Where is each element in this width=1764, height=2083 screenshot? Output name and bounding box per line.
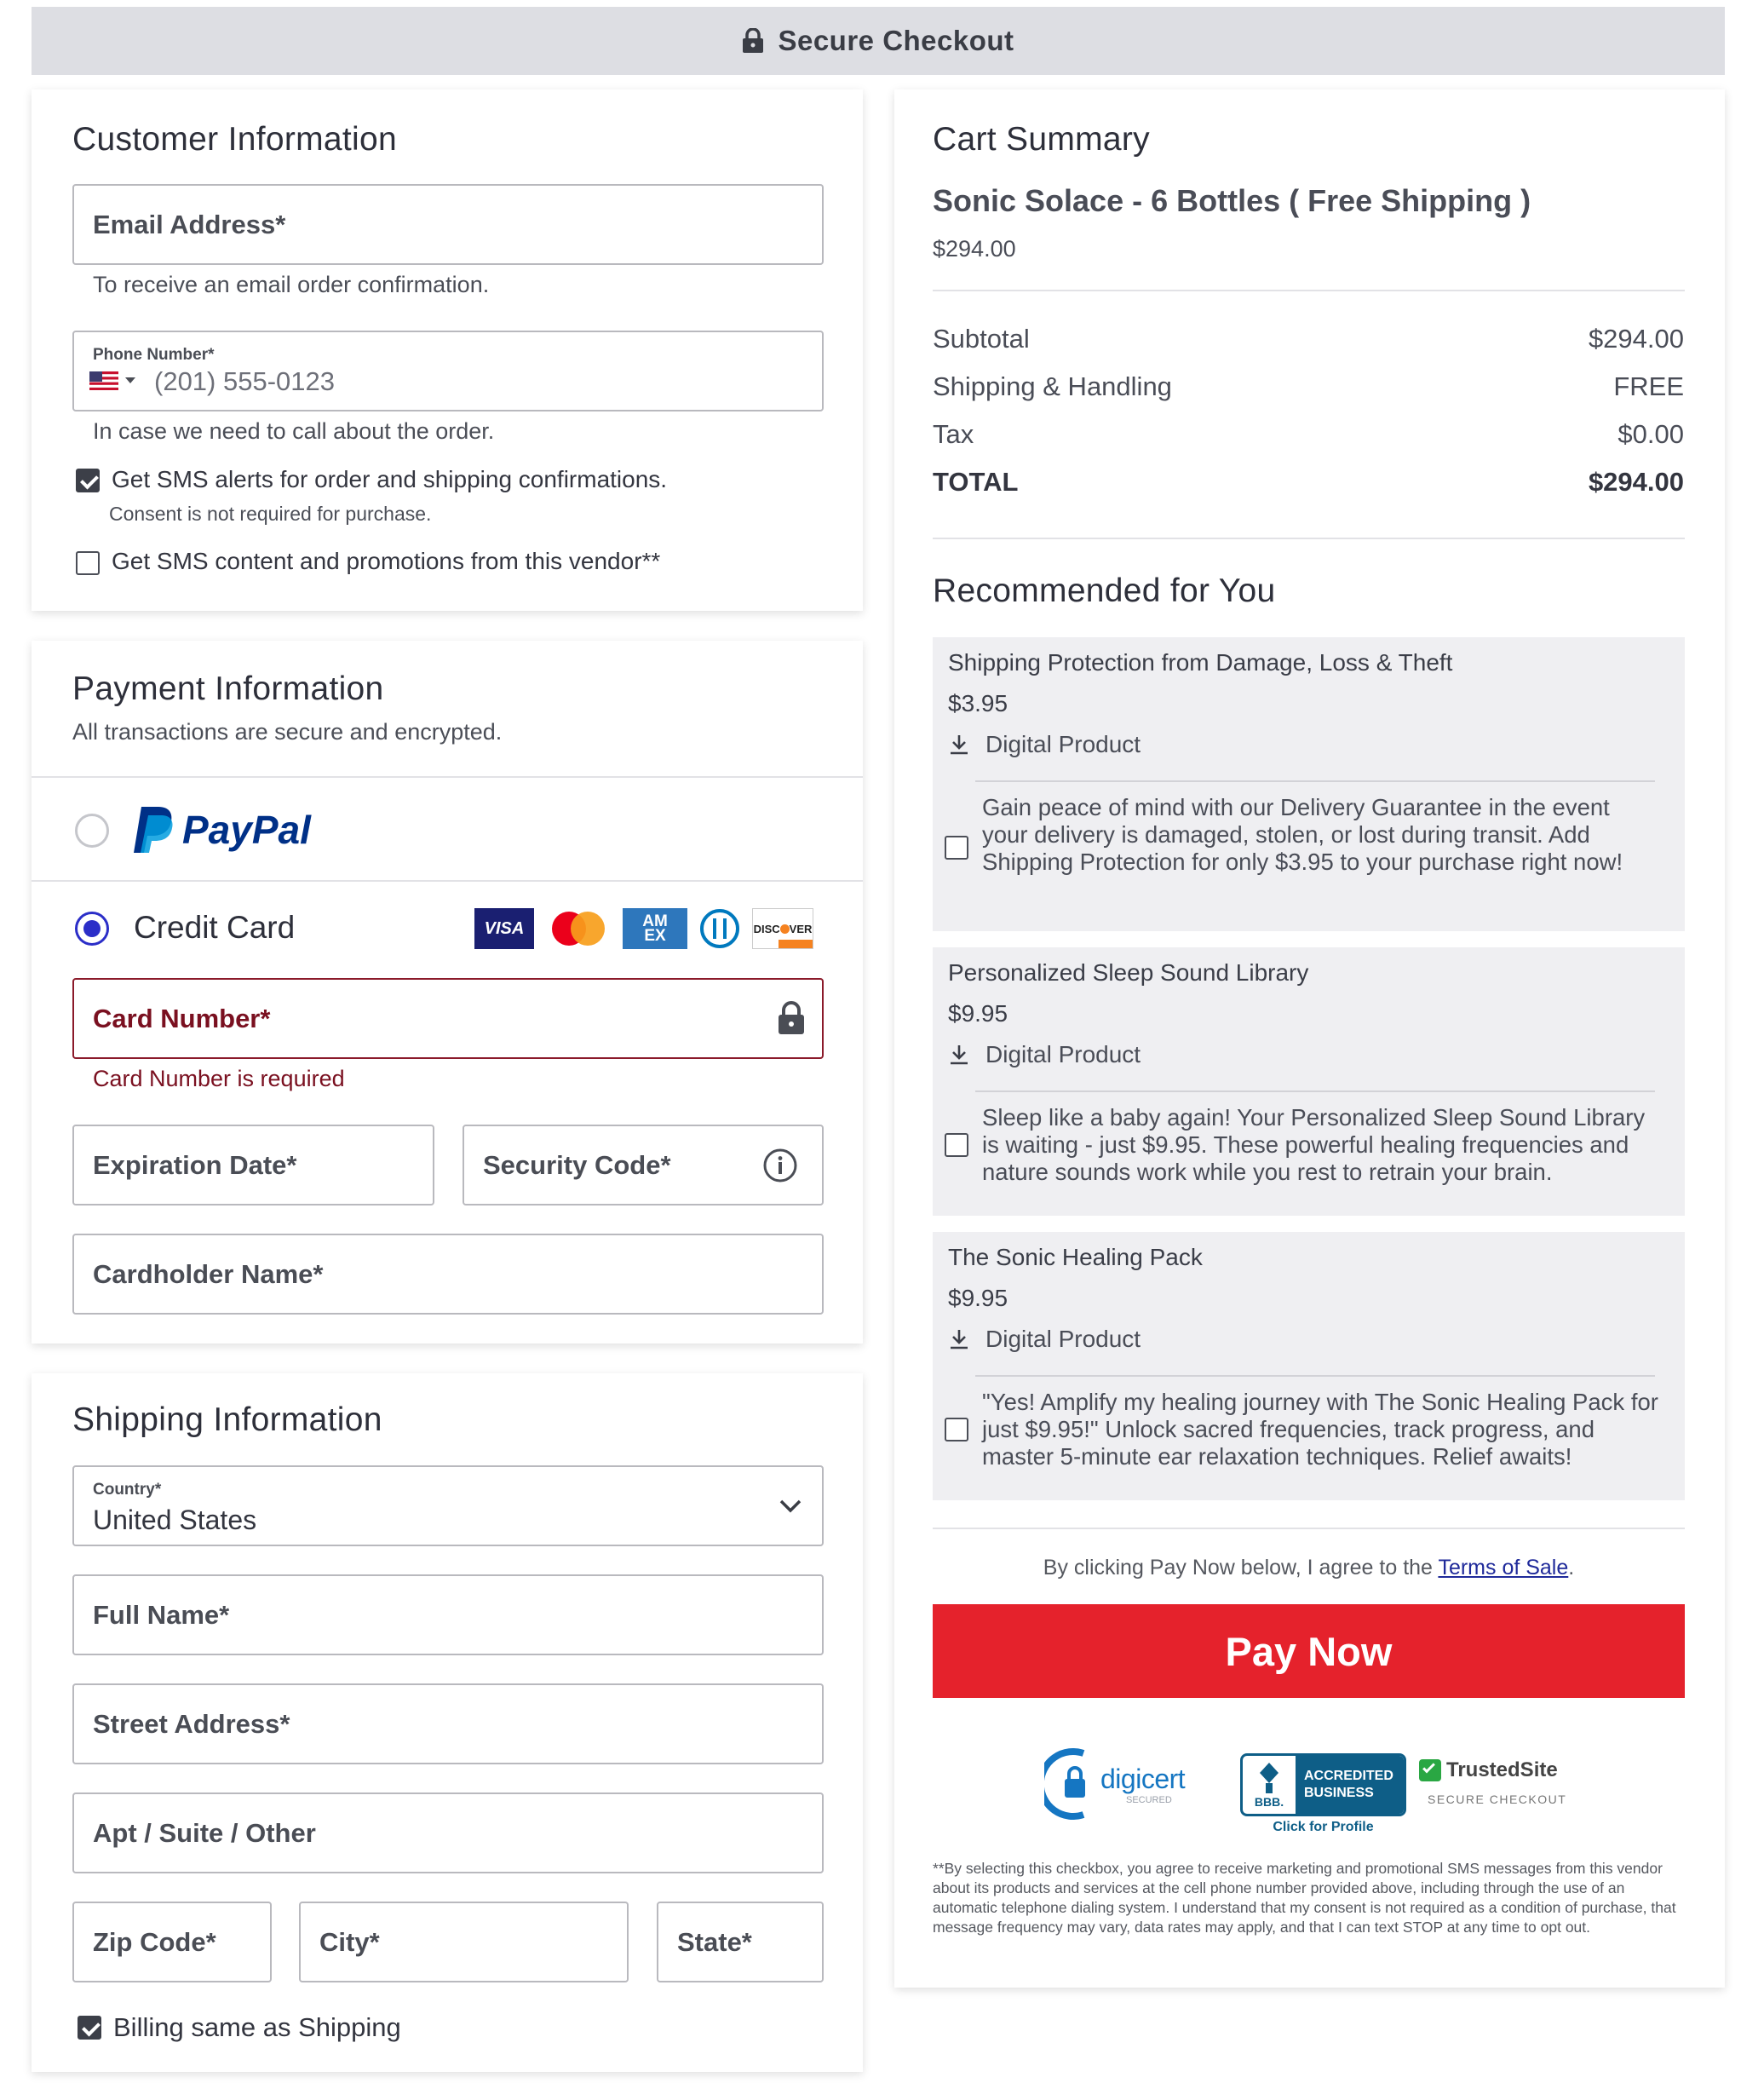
recommended-item [933,637,1685,931]
terms-text [933,1556,1685,1580]
cardholder-name-field[interactable] [72,1234,824,1315]
recommended-item-divider [975,1090,1655,1092]
email-hint: To receive an email order confirmation. [93,272,490,297]
paypal-wordmark: PayPal [182,808,311,852]
shipping-label: Shipping & Handling [933,371,1172,401]
country-flag-dropdown[interactable] [89,371,135,390]
recommended-item-price: $9.95 [948,1285,1008,1311]
download-icon [948,1044,970,1066]
recommended-item-checkbox[interactable] [945,1133,968,1157]
paypal-radio[interactable] [75,814,109,848]
apt-suite-field[interactable] [72,1792,824,1873]
zip-code-label: Zip Code* [93,1926,216,1957]
sms-promos-checkbox[interactable] [76,551,100,575]
full-name-label: Full Name* [93,1599,230,1630]
recommended-item-description: Gain peace of mind with our Delivery Guarantee in the event your delivery is damaged, stolen, or lost during transit. Add Shipping Protection for only $3.95 to your purchase right now! [982,794,1623,875]
pay-now-button[interactable]: Pay Now [933,1604,1685,1698]
credit-card-label[interactable]: Credit Card [134,910,296,945]
payment-heading: Payment Information [72,670,384,707]
us-flag-icon [89,371,118,390]
apt-suite-label: Apt / Suite / Other [93,1817,316,1848]
state-field[interactable] [657,1902,824,1982]
tax-value: $0.00 [1617,419,1684,449]
recommended-item-description: "Yes! Amplify my healing journey with The Sonic Healing Pack for just $9.95!" Unlock sacred frequencies, track progress, and master 5-minute ear relaxation techniques. Relief awaits! [982,1389,1658,1470]
shipping-value: FREE [1613,371,1684,401]
recommended-item-checkbox[interactable] [945,1418,968,1441]
expiration-date-field[interactable] [72,1125,434,1205]
recommended-item-price: $3.95 [948,690,1008,716]
trustedsite-badge[interactable] [1419,1753,1574,1815]
bbb-accredited-label: ACCREDITED [1304,1769,1393,1783]
discover-icon: DISC VER [752,908,813,949]
card-number-field[interactable] [72,978,824,1059]
recommended-item-type-label: Digital Product [985,1326,1141,1352]
sms-alerts-label: Get SMS alerts for order and shipping confirmations. [112,466,668,492]
total-label: TOTAL [933,467,1019,497]
recommended-item-name: Shipping Protection from Damage, Loss & Theft [948,649,1453,676]
recommended-item-divider [975,780,1655,782]
billing-same-label: Billing same as Shipping [113,2012,401,2042]
trustedsite-check-icon [1419,1759,1441,1781]
mastercard-icon [546,908,611,949]
bbb-caption: Click for Profile [1273,1820,1374,1834]
lock-icon [742,28,764,54]
product-price: $294.00 [933,236,1016,262]
sms-promos-label: Get SMS content and promotions from this vendor** [112,548,661,574]
digicert-badge[interactable] [1044,1748,1227,1820]
subtotal-label: Subtotal [933,324,1030,354]
subtotal-value: $294.00 [1588,324,1684,354]
cardholder-label: Cardholder Name* [93,1258,324,1289]
security-code-label: Security Code* [483,1149,671,1180]
chevron-down-icon [779,1499,802,1513]
total-value: $294.00 [1588,467,1684,497]
payment-subheading: All transactions are secure and encrypted. [72,719,503,745]
shipping-heading: Shipping Information [72,1401,382,1438]
billing-same-checkbox[interactable] [78,2016,101,2040]
amex-icon: AM EX [623,908,687,949]
recommended-item-type [948,1326,1141,1353]
recommended-item-type-label: Digital Product [985,731,1141,757]
card-number-error: Card Number is required [93,1066,345,1091]
phone-hint: In case we need to call about the order. [93,418,495,444]
lock-icon [778,1001,805,1035]
download-icon [948,734,970,756]
digicert-wordmark: digicert [1100,1763,1186,1794]
visa-icon: VISA [474,908,534,949]
city-label: City* [319,1926,380,1957]
street-address-label: Street Address* [93,1708,290,1739]
trustedsite-wordmark: TrustedSite [1446,1758,1558,1781]
sms-alerts-checkbox[interactable] [76,469,100,492]
card-number-label: Card Number* [93,1003,271,1033]
zip-code-field[interactable] [72,1902,272,1982]
email-label: Email Address* [93,209,286,239]
country-value: United States [93,1505,257,1535]
header-title: Secure Checkout [778,25,1014,56]
diners-club-icon [699,908,740,949]
cart-divider-top [933,290,1685,291]
payment-divider-mid [32,880,863,882]
bbb-business-label: BUSINESS [1304,1786,1374,1800]
recommended-item-divider [975,1375,1655,1377]
terms-of-sale-link[interactable]: Terms of Sale [1438,1556,1569,1580]
paypal-icon [133,805,175,854]
phone-field[interactable] [72,331,824,411]
recommended-item [933,947,1685,1216]
credit-card-radio[interactable] [75,912,109,946]
trustedsite-sub: SECURE CHECKOUT [1428,1792,1567,1806]
cart-divider-bottom [933,538,1685,539]
country-select[interactable] [72,1465,824,1546]
recommended-heading: Recommended for You [933,573,1276,609]
card-brand-icons [474,908,813,949]
bbb-torch-icon [1243,1756,1296,1814]
city-field[interactable] [299,1902,629,1982]
digicert-secured: SECURED [1126,1794,1172,1805]
digicert-seal-icon [1044,1748,1104,1820]
tax-label: Tax [933,419,974,449]
recommended-item-name: The Sonic Healing Pack [948,1244,1203,1270]
bbb-badge[interactable] [1240,1753,1406,1835]
terms-prefix: By clicking Pay Now below, I agree to the [1043,1556,1439,1580]
recommended-item-type [948,731,1141,758]
country-label: Country* [93,1481,162,1499]
secure-checkout-header [32,7,1725,75]
email-field[interactable] [72,184,824,265]
customer-heading: Customer Information [72,121,397,158]
recommended-item-description: Sleep like a baby again! Your Personalized Sleep Sound Library is waiting - just $9.95. These powerful healing frequencies and nature sounds work while you rest to retrain your brain. [982,1104,1646,1185]
expiration-label: Expiration Date* [93,1149,297,1180]
paypal-logo[interactable] [133,805,311,854]
recommended-item [933,1232,1685,1500]
security-code-field[interactable] [463,1125,824,1205]
cart-heading: Cart Summary [933,121,1150,158]
sms-legal-disclaimer: **By selecting this checkbox, you agree to receive marketing and promotional SMS messages from this vendor about its products and services at the cell phone number provided above, including through the use of an automatic telephone dialing system. I understand that my consent is not required as a condition of purchase, that message frequency may vary, data rates may apply, and that I can text STOP at any time to opt out. [933,1860,1676,1936]
recommended-item-price: $9.95 [948,1000,1008,1027]
street-address-field[interactable] [72,1683,824,1764]
sms-consent-note: Consent is not required for purchase. [109,503,432,525]
recommended-item-type-label: Digital Product [985,1041,1141,1067]
payment-divider-top [32,776,863,778]
state-label: State* [677,1926,752,1957]
caret-down-icon [125,377,135,384]
recommended-item-type [948,1041,1141,1068]
product-name: Sonic Solace - 6 Bottles ( Free Shipping ) [933,183,1531,218]
info-icon[interactable] [762,1148,798,1183]
terms-suffix: . [1568,1556,1575,1580]
full-name-field[interactable] [72,1574,824,1655]
phone-placeholder: (201) 555-0123 [154,366,335,396]
bbb-logo-text: BBB. [1254,1795,1284,1809]
phone-label: Phone Number* [93,346,215,364]
recommended-item-checkbox[interactable] [945,836,968,860]
download-icon [948,1328,970,1350]
checkout-divider [933,1528,1685,1529]
recommended-item-name: Personalized Sleep Sound Library [948,959,1309,986]
